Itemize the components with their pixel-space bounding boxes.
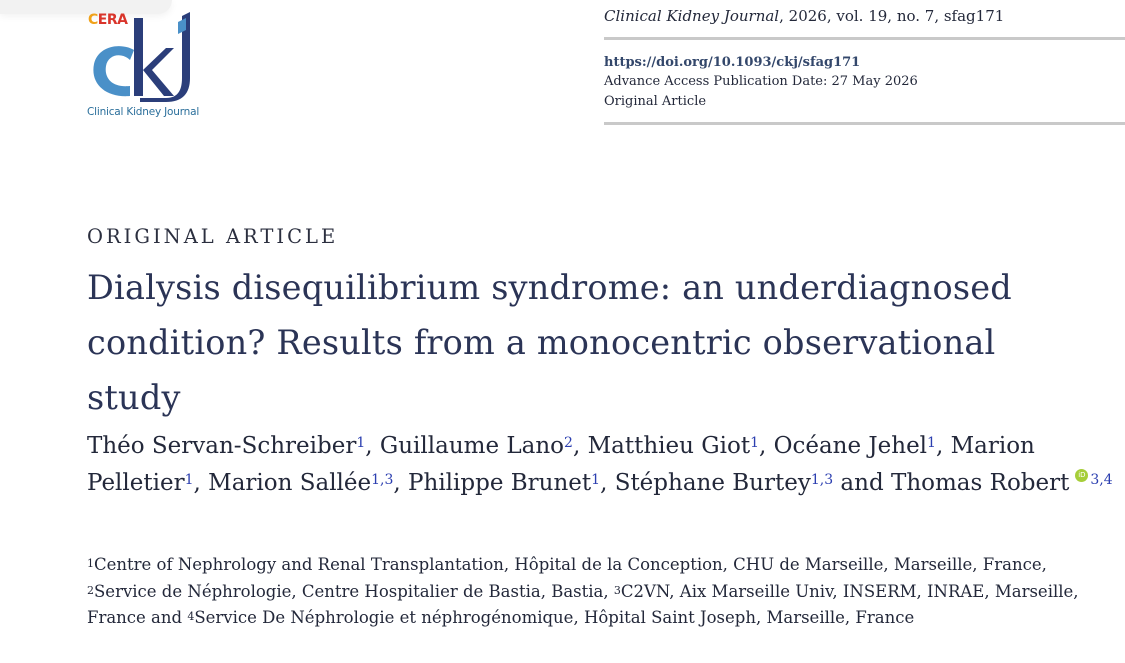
- author-separator: ,: [393, 470, 409, 496]
- author-name: Océane Jehel: [773, 433, 928, 459]
- author-name: Guillaume Lano: [379, 433, 565, 459]
- author-affiliation-ref[interactable]: 1: [356, 435, 366, 451]
- affiliation-number: 1: [87, 557, 94, 570]
- ckj-logo: [86, 8, 200, 120]
- affiliation-text: Centre of Nephrology and Renal Transplantation, Hôpital de la Conception, CHU de Marseille, Marseille, France,: [94, 555, 1047, 574]
- logo-subtitle: Clinical Kidney Journal: [87, 106, 200, 118]
- author-name: Philippe Brunet: [408, 470, 592, 496]
- author-affiliation-ref[interactable]: 1: [750, 435, 759, 451]
- author-separator: and: [833, 470, 891, 496]
- article-kicker: ORIGINAL ARTICLE: [87, 225, 339, 248]
- article-type: Original Article: [604, 94, 707, 109]
- author-affiliation-ref[interactable]: 1: [927, 435, 936, 451]
- citation-details: , 2026, vol. 19, no. 7, sfag171: [779, 7, 1005, 25]
- affiliation-number: 2: [87, 583, 94, 597]
- affiliations: [87, 552, 1087, 632]
- affiliation-number: 3: [613, 583, 621, 597]
- author-affiliation-ref[interactable]: 2: [564, 435, 573, 451]
- author-list: [87, 428, 1117, 502]
- author-name: Théo Servan-Schreiber: [87, 433, 357, 459]
- journal-citation: [604, 7, 1004, 25]
- affiliation-text: Service De Néphrologie et néphrogénomique, Hôpital Saint Joseph, Marseille, France: [194, 608, 915, 627]
- header-rule-bottom: [604, 122, 1125, 125]
- author-affiliation-ref[interactable]: 3,4: [1090, 472, 1113, 488]
- author-separator: ,: [572, 433, 588, 459]
- affiliation-text: C2VN, Aix Marseille Univ, INSERM, INRAE, Marseille, France and: [87, 581, 1079, 627]
- doi-link[interactable]: https://doi.org/10.1093/ckj/sfag171: [604, 55, 861, 70]
- author-separator: ,: [193, 470, 209, 496]
- ckj-logo-mark: [86, 8, 196, 108]
- author-affiliation-ref[interactable]: 1: [591, 472, 601, 488]
- author-name: Matthieu Giot: [587, 433, 751, 459]
- author-name: Marion Sallée: [208, 470, 372, 496]
- header-rule-top: [604, 37, 1125, 40]
- author-separator: ,: [600, 470, 615, 496]
- orcid-icon[interactable]: iD: [1075, 469, 1088, 482]
- era-logo-text: CERA: [88, 12, 128, 28]
- author-affiliation-ref[interactable]: 1,3: [371, 472, 394, 488]
- author-separator: ,: [365, 433, 380, 459]
- author-name: Marion Pelletier: [87, 433, 1035, 496]
- article-title: Dialysis disequilibrium syndrome: an underdiagnosed condition? Results from a monocentric observational study: [87, 268, 1012, 417]
- author-affiliation-ref[interactable]: 1: [184, 472, 194, 488]
- author-separator: ,: [935, 433, 951, 459]
- affiliation-number: 4: [187, 610, 195, 623]
- author-separator: ,: [759, 433, 774, 459]
- author-name: Thomas Robert: [890, 470, 1070, 496]
- publication-date: Advance Access Publication Date: 27 May 2026: [604, 74, 918, 89]
- affiliation-text: Service de Néphrologie, Centre Hospitalier de Bastia, Bastia,: [94, 581, 614, 601]
- author-affiliation-ref[interactable]: 1,3: [810, 472, 834, 488]
- journal-name: Clinical Kidney Journal: [604, 7, 780, 25]
- author-name: Stéphane Burtey: [614, 470, 811, 496]
